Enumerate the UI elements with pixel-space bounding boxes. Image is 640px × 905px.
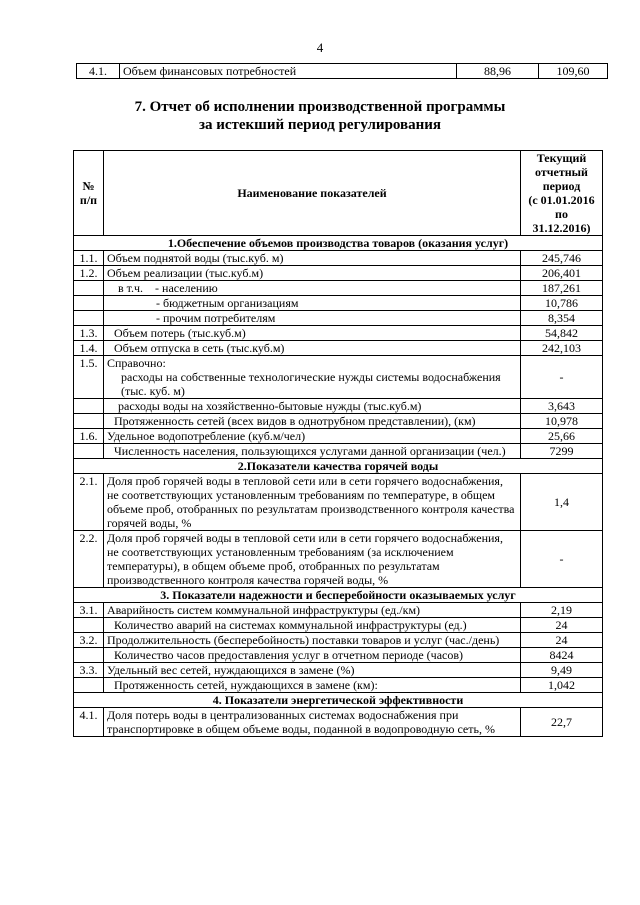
row-name: Количество аварий на системах коммунальной инфраструктуры (ед.) [104, 618, 521, 633]
row-value: 206,401 [521, 266, 603, 281]
row-value: 242,103 [521, 341, 603, 356]
row-name: Аварийность систем коммунальной инфраструктуры (ед./км) [104, 603, 521, 618]
table-row [74, 326, 603, 341]
row-value: - [521, 531, 603, 588]
row-name: Объем поднятой воды (тыс.куб. м) [104, 251, 521, 266]
row-value: 22,7 [521, 708, 603, 737]
table-row [74, 648, 603, 663]
header-period [521, 151, 603, 236]
row-name: Протяженность сетей (всех видов в однотрубном представлении), (км) [104, 414, 521, 429]
row-number [74, 444, 104, 459]
table-row [74, 444, 603, 459]
row-value: 245,746 [521, 251, 603, 266]
row-prefix: в т.ч. [118, 281, 144, 295]
row-label: расходы на собственные технологические нужды системы водоснабжения (тыс. куб. м) [121, 370, 501, 398]
row-number [74, 678, 104, 693]
row-number: 1.3. [74, 326, 104, 341]
table-row [74, 356, 603, 399]
table-row [74, 678, 603, 693]
row-value: 1,4 [521, 474, 603, 531]
section-label: 4. Показатели энергетической эффективности [74, 693, 603, 708]
row-number: 3.1. [74, 603, 104, 618]
row-name: Численность населения, пользующихся услугами данной организации (чел.) [104, 444, 521, 459]
table-row [74, 341, 603, 356]
section-title [0, 98, 640, 134]
table-row [74, 603, 603, 618]
title-line: 7. Отчет об исполнении производственной программы [134, 99, 506, 115]
header-text: п/п [79, 193, 98, 207]
table-row [74, 399, 603, 414]
row-number: 1.6. [74, 429, 104, 444]
table-row [74, 633, 603, 648]
row-number: 1.2. [74, 266, 104, 281]
row-value: 10,978 [521, 414, 603, 429]
row-name [104, 356, 521, 399]
previous-table-fragment [76, 63, 608, 79]
header-name: Наименование показателей [104, 151, 521, 236]
row-name: Протяженность сетей, нуждающихся в замене (км): [104, 678, 521, 693]
page-number: 4 [316, 40, 324, 55]
row-number [74, 414, 104, 429]
table-row [74, 531, 603, 588]
row-number: 2.1. [74, 474, 104, 531]
row-name: Количество часов предоставления услуг в отчетном периоде (часов) [104, 648, 521, 663]
row-value: 1,042 [521, 678, 603, 693]
table-row [74, 429, 603, 444]
row-number: 1.1. [74, 251, 104, 266]
row-number [74, 311, 104, 326]
row-number: 3.2. [74, 633, 104, 648]
row-number: 3.3. [74, 663, 104, 678]
table-row [74, 251, 603, 266]
row-value: 2,19 [521, 603, 603, 618]
table-row [74, 266, 603, 281]
row-name: Доля проб горячей воды в тепловой сети или в сети горячего водоснабжения, не соответствующих установленным требованиям (за исключением температуры), в общем объеме проб, отобранных по результатам производственного контроля качества горячей воды, % [104, 531, 521, 588]
row-value: 54,842 [521, 326, 603, 341]
row-number [74, 618, 104, 633]
section-label: 1.Обеспечение объемов производства товаров (оказания услуг) [74, 236, 603, 251]
header-text: (с 01.01.2016 по [528, 193, 595, 221]
row-value: 88,96 [457, 64, 539, 79]
row-name: Удельный вес сетей, нуждающихся в замене (%) [104, 663, 521, 678]
row-number [74, 648, 104, 663]
row-value: 7299 [521, 444, 603, 459]
table-row [74, 474, 603, 531]
row-name: Объем потерь (тыс.куб.м) [104, 326, 521, 341]
header-text: 31.12.2016) [532, 221, 591, 235]
row-number [74, 399, 104, 414]
row-label: - населению [155, 281, 218, 295]
table-row [74, 296, 603, 311]
header-text: № [82, 179, 95, 193]
row-value: 10,786 [521, 296, 603, 311]
row-number: 1.5. [74, 356, 104, 399]
row-number: 4.1. [77, 64, 120, 79]
table-header [74, 151, 603, 236]
row-name: расходы воды на хозяйственно-бытовые нужды (тыс.куб.м) [104, 399, 521, 414]
row-label: Справочно: [107, 356, 166, 370]
section-header [74, 459, 603, 474]
row-value: - [521, 356, 603, 399]
table-row [74, 281, 603, 296]
row-value: 109,60 [539, 64, 608, 79]
row-number [74, 296, 104, 311]
row-name: Объем отпуска в сеть (тыс.куб.м) [104, 341, 521, 356]
row-number [74, 281, 104, 296]
row-number: 1.4. [74, 341, 104, 356]
header-text: Текущий [536, 151, 587, 165]
table-row [74, 414, 603, 429]
row-value: 8,354 [521, 311, 603, 326]
table-row [74, 618, 603, 633]
section-label: 3. Показатели надежности и бесперебойности оказываемых услуг [74, 588, 603, 603]
header-text: отчетный период [535, 165, 588, 193]
row-value: 8424 [521, 648, 603, 663]
row-name: Объем реализации (тыс.куб.м) [104, 266, 521, 281]
row-name: Удельное водопотребление (куб.м/чел) [104, 429, 521, 444]
report-table [73, 150, 603, 737]
title-line: за истекший период регулирования [198, 117, 442, 133]
row-number: 2.2. [74, 531, 104, 588]
header-number [74, 151, 104, 236]
section-label: 2.Показатели качества горячей воды [74, 459, 603, 474]
row-value: 24 [521, 618, 603, 633]
table-row [77, 64, 608, 79]
row-name: Доля проб горячей воды в тепловой сети или в сети горячего водоснабжения, не соответствующих установленным требованиям по температуре, в общем объеме проб, отобранных по результатам производственного контроля качества горячей воды, % [104, 474, 521, 531]
row-name [104, 281, 521, 296]
row-name: Продолжительность (бесперебойность) поставки товаров и услуг (час./день) [104, 633, 521, 648]
row-name: - бюджетным организациям [104, 296, 521, 311]
table-row [74, 311, 603, 326]
row-value: 24 [521, 633, 603, 648]
table-row [74, 708, 603, 737]
section-header [74, 693, 603, 708]
section-header [74, 236, 603, 251]
row-value: 25,66 [521, 429, 603, 444]
row-name: - прочим потребителям [104, 311, 521, 326]
row-number: 4.1. [74, 708, 104, 737]
section-header [74, 588, 603, 603]
row-name: Доля потерь воды в централизованных системах водоснабжения при транспортировке в общем объеме воды, поданной в водопроводную сеть, % [104, 708, 521, 737]
row-value: 9,49 [521, 663, 603, 678]
row-value: 3,643 [521, 399, 603, 414]
row-name: Объем финансовых потребностей [120, 64, 457, 79]
table-row [74, 663, 603, 678]
row-value: 187,261 [521, 281, 603, 296]
